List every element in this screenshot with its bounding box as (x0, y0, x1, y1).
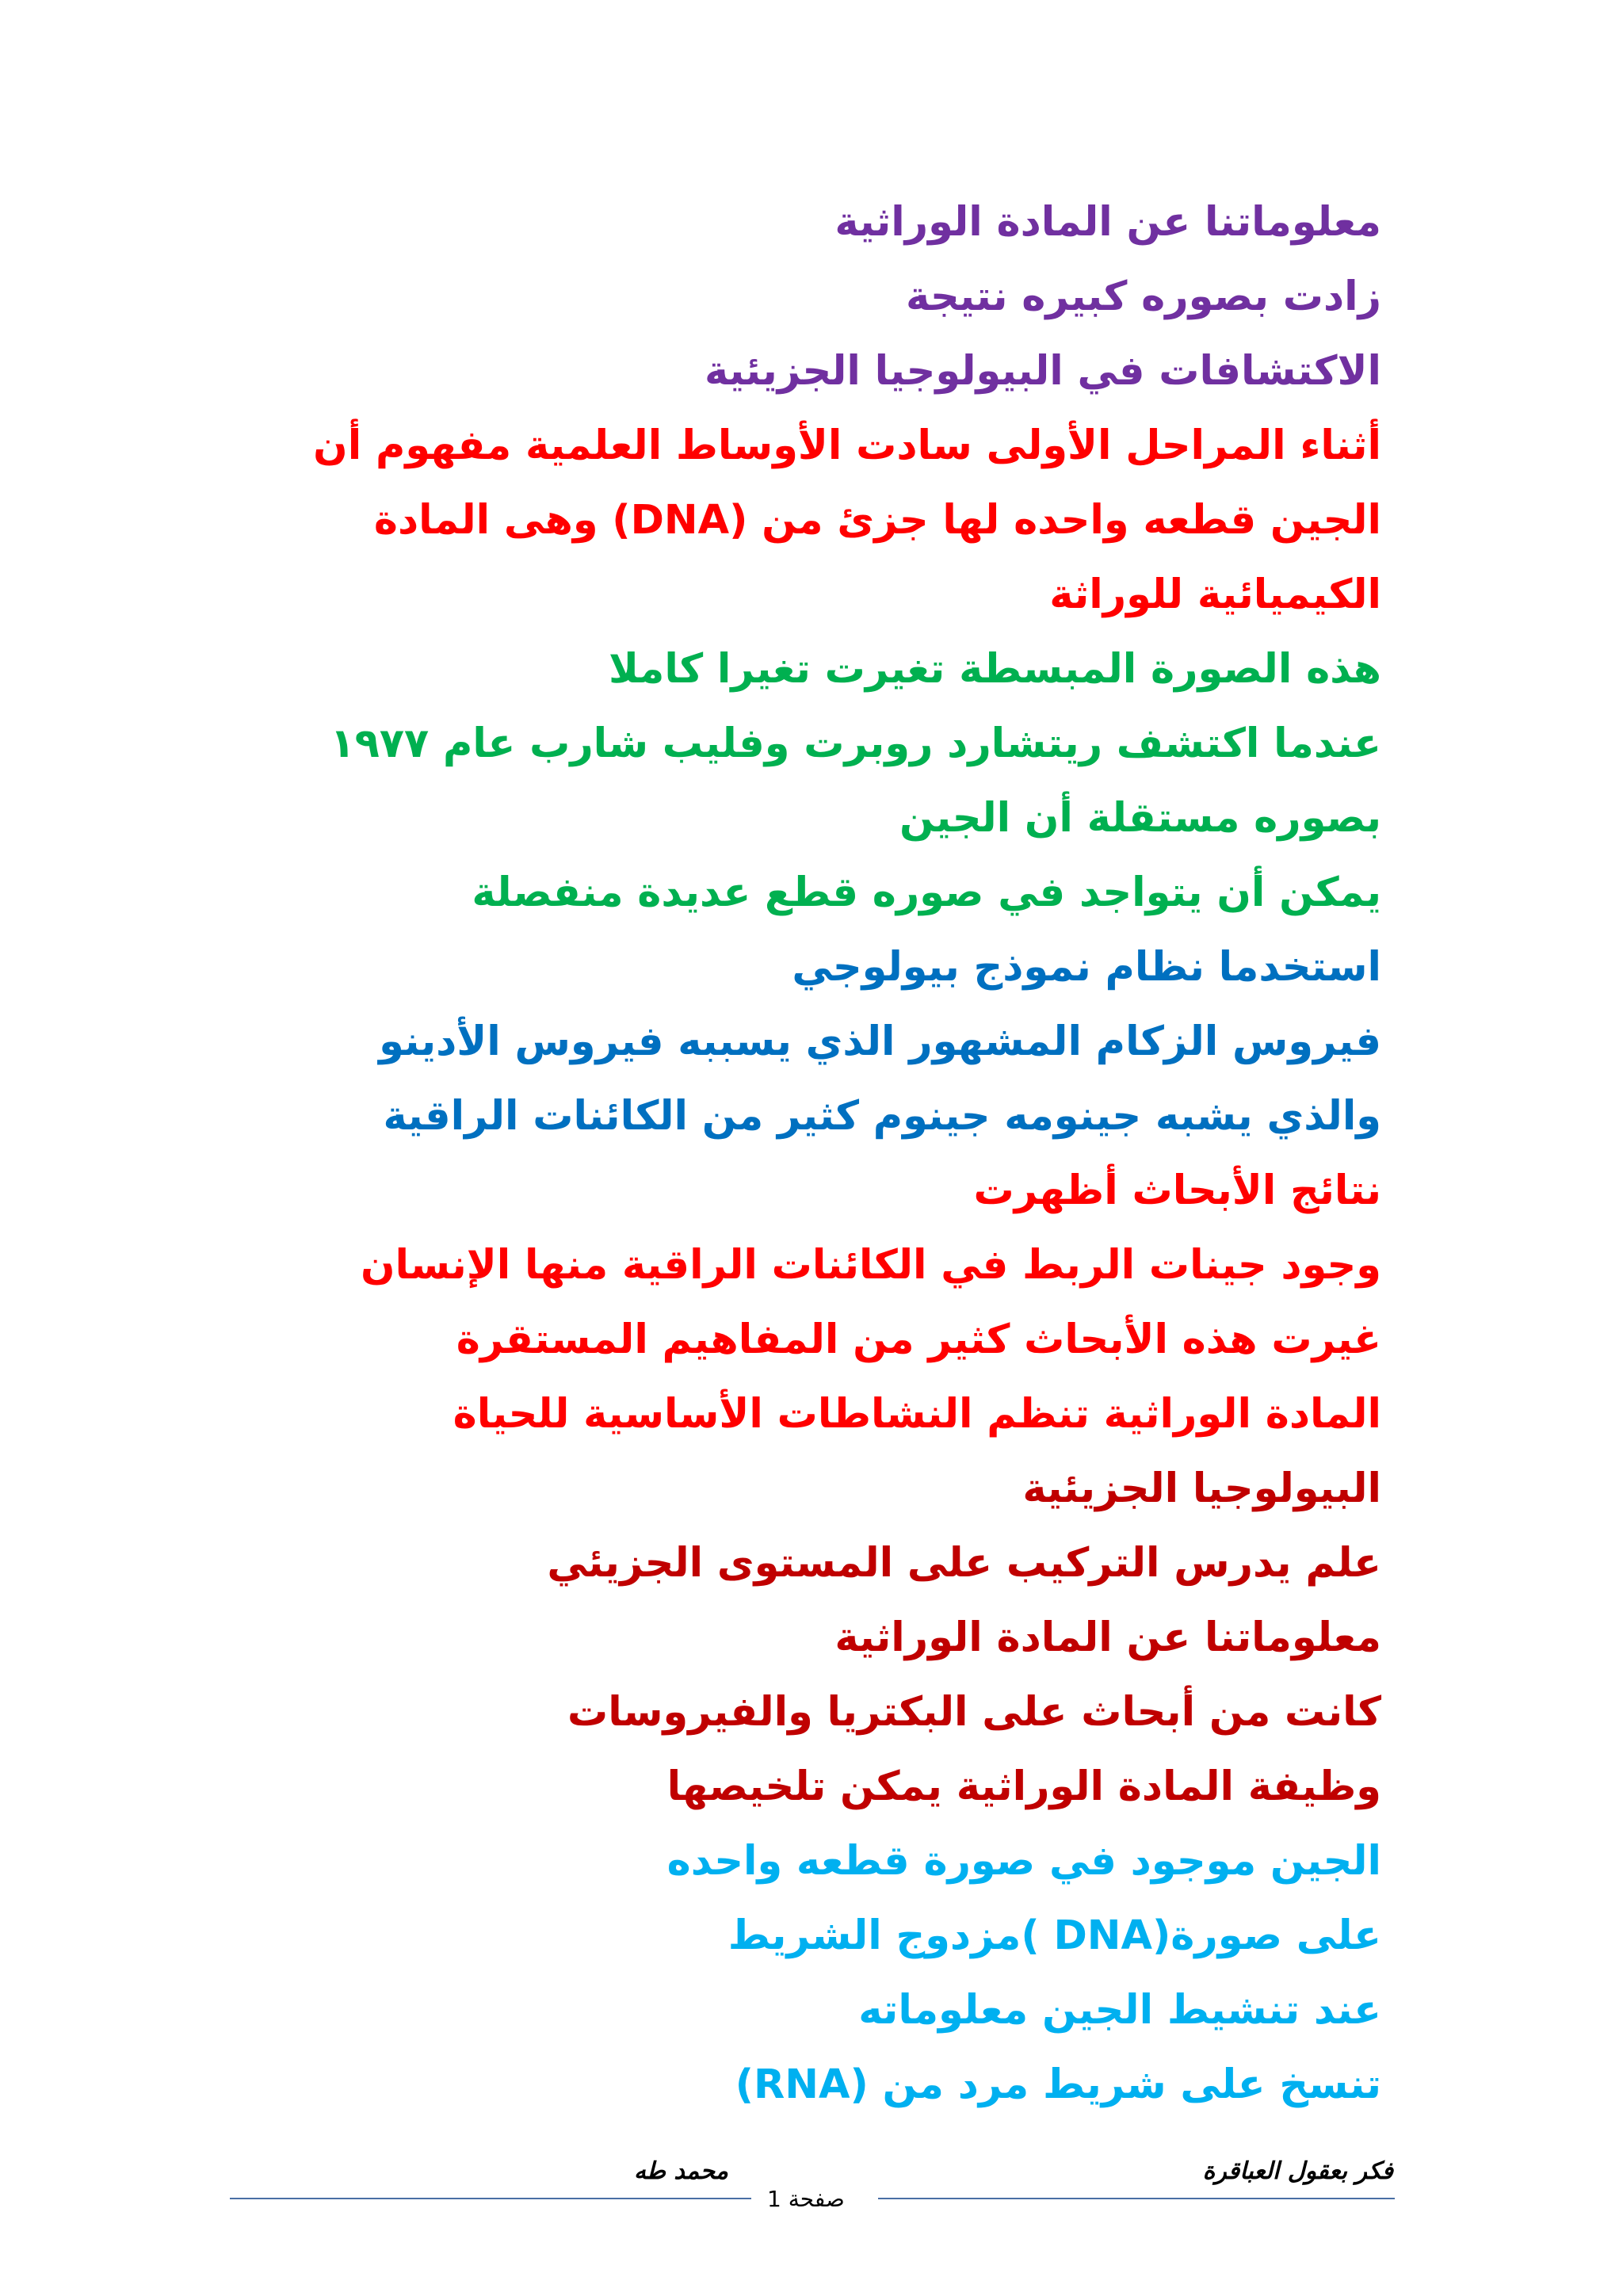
text-line: يمكن أن يتواجد في صوره قطع عديدة منفصلة (472, 869, 1381, 916)
document-body (193, 199, 1381, 2139)
text-line: بصوره مستقلة أن الجين (899, 795, 1381, 842)
text-line: نتائج الأبحاث أظهرت (973, 1167, 1381, 1214)
text-line: الجين موجود في صورة قطعه واحده (666, 1838, 1381, 1885)
text-line: زادت بصوره كبيره نتيجة (906, 273, 1381, 320)
text-line: على صورة(DNA )مزدوج الشريط (727, 1912, 1381, 1959)
text-line: عند تنشيط الجين معلوماته (858, 1987, 1381, 2034)
text-line: فيروس الزكام المشهور الذي يسببه فيروس الأدينو (379, 1018, 1381, 1065)
text-line: معلوماتنا عن المادة الوراثية (834, 1614, 1381, 1661)
text-line: الكيميائية للوراثة (1049, 571, 1381, 618)
text-line: هذه الصورة المبسطة تغيرت تغيرا كاملا (609, 646, 1381, 693)
text-line: البيولوجيا الجزيئية (1022, 1465, 1381, 1512)
text-line: علم يدرس التركيب على المستوى الجزيئي (547, 1540, 1381, 1587)
text-line: استخدما نظام نموذج بيولوجي (792, 944, 1381, 991)
footer-rule-right (878, 2198, 1395, 2199)
text-line: أثناء المراحل الأولى سادت الأوساط العلمية مفهوم أن (313, 422, 1381, 469)
text-line: المادة الوراثية تنظم النشاطات الأساسية للحياة (453, 1391, 1381, 1438)
text-line: وظيفة المادة الوراثية يمكن تلخيصها (666, 1763, 1381, 1810)
text-line: وجود جينات الربط في الكائنات الراقية منها الإنسان (361, 1242, 1381, 1289)
text-line: الجين قطعه واحده لها جزئ من (DNA) وهى المادة (373, 497, 1381, 544)
footer-rule-left (230, 2198, 751, 2199)
text-line: الاكتشافات في البيولوجيا الجزيئية (705, 348, 1381, 395)
text-line: كانت من أبحاث على البكتريا والفيروسات (567, 1689, 1381, 1736)
text-line: تنسخ على شريط مرد من (RNA) (735, 2061, 1381, 2108)
footer-slogan: فكر بعقول العباقرة (1202, 2157, 1393, 2185)
text-line: والذي يشبه جينومه جينوم كثير من الكائنات الراقية (383, 1093, 1381, 1140)
footer-page-number: صفحة 1 (767, 2186, 845, 2212)
text-line: معلوماتنا عن المادة الوراثية (834, 199, 1381, 246)
text-line: غيرت هذه الأبحاث كثير من المفاهيم المستقرة (456, 1316, 1381, 1363)
footer-author: محمد طه (634, 2157, 728, 2185)
text-line: عندما اكتشف ريتشارد روبرت وفليب شارب عام ١٩٧٧ (330, 720, 1381, 767)
